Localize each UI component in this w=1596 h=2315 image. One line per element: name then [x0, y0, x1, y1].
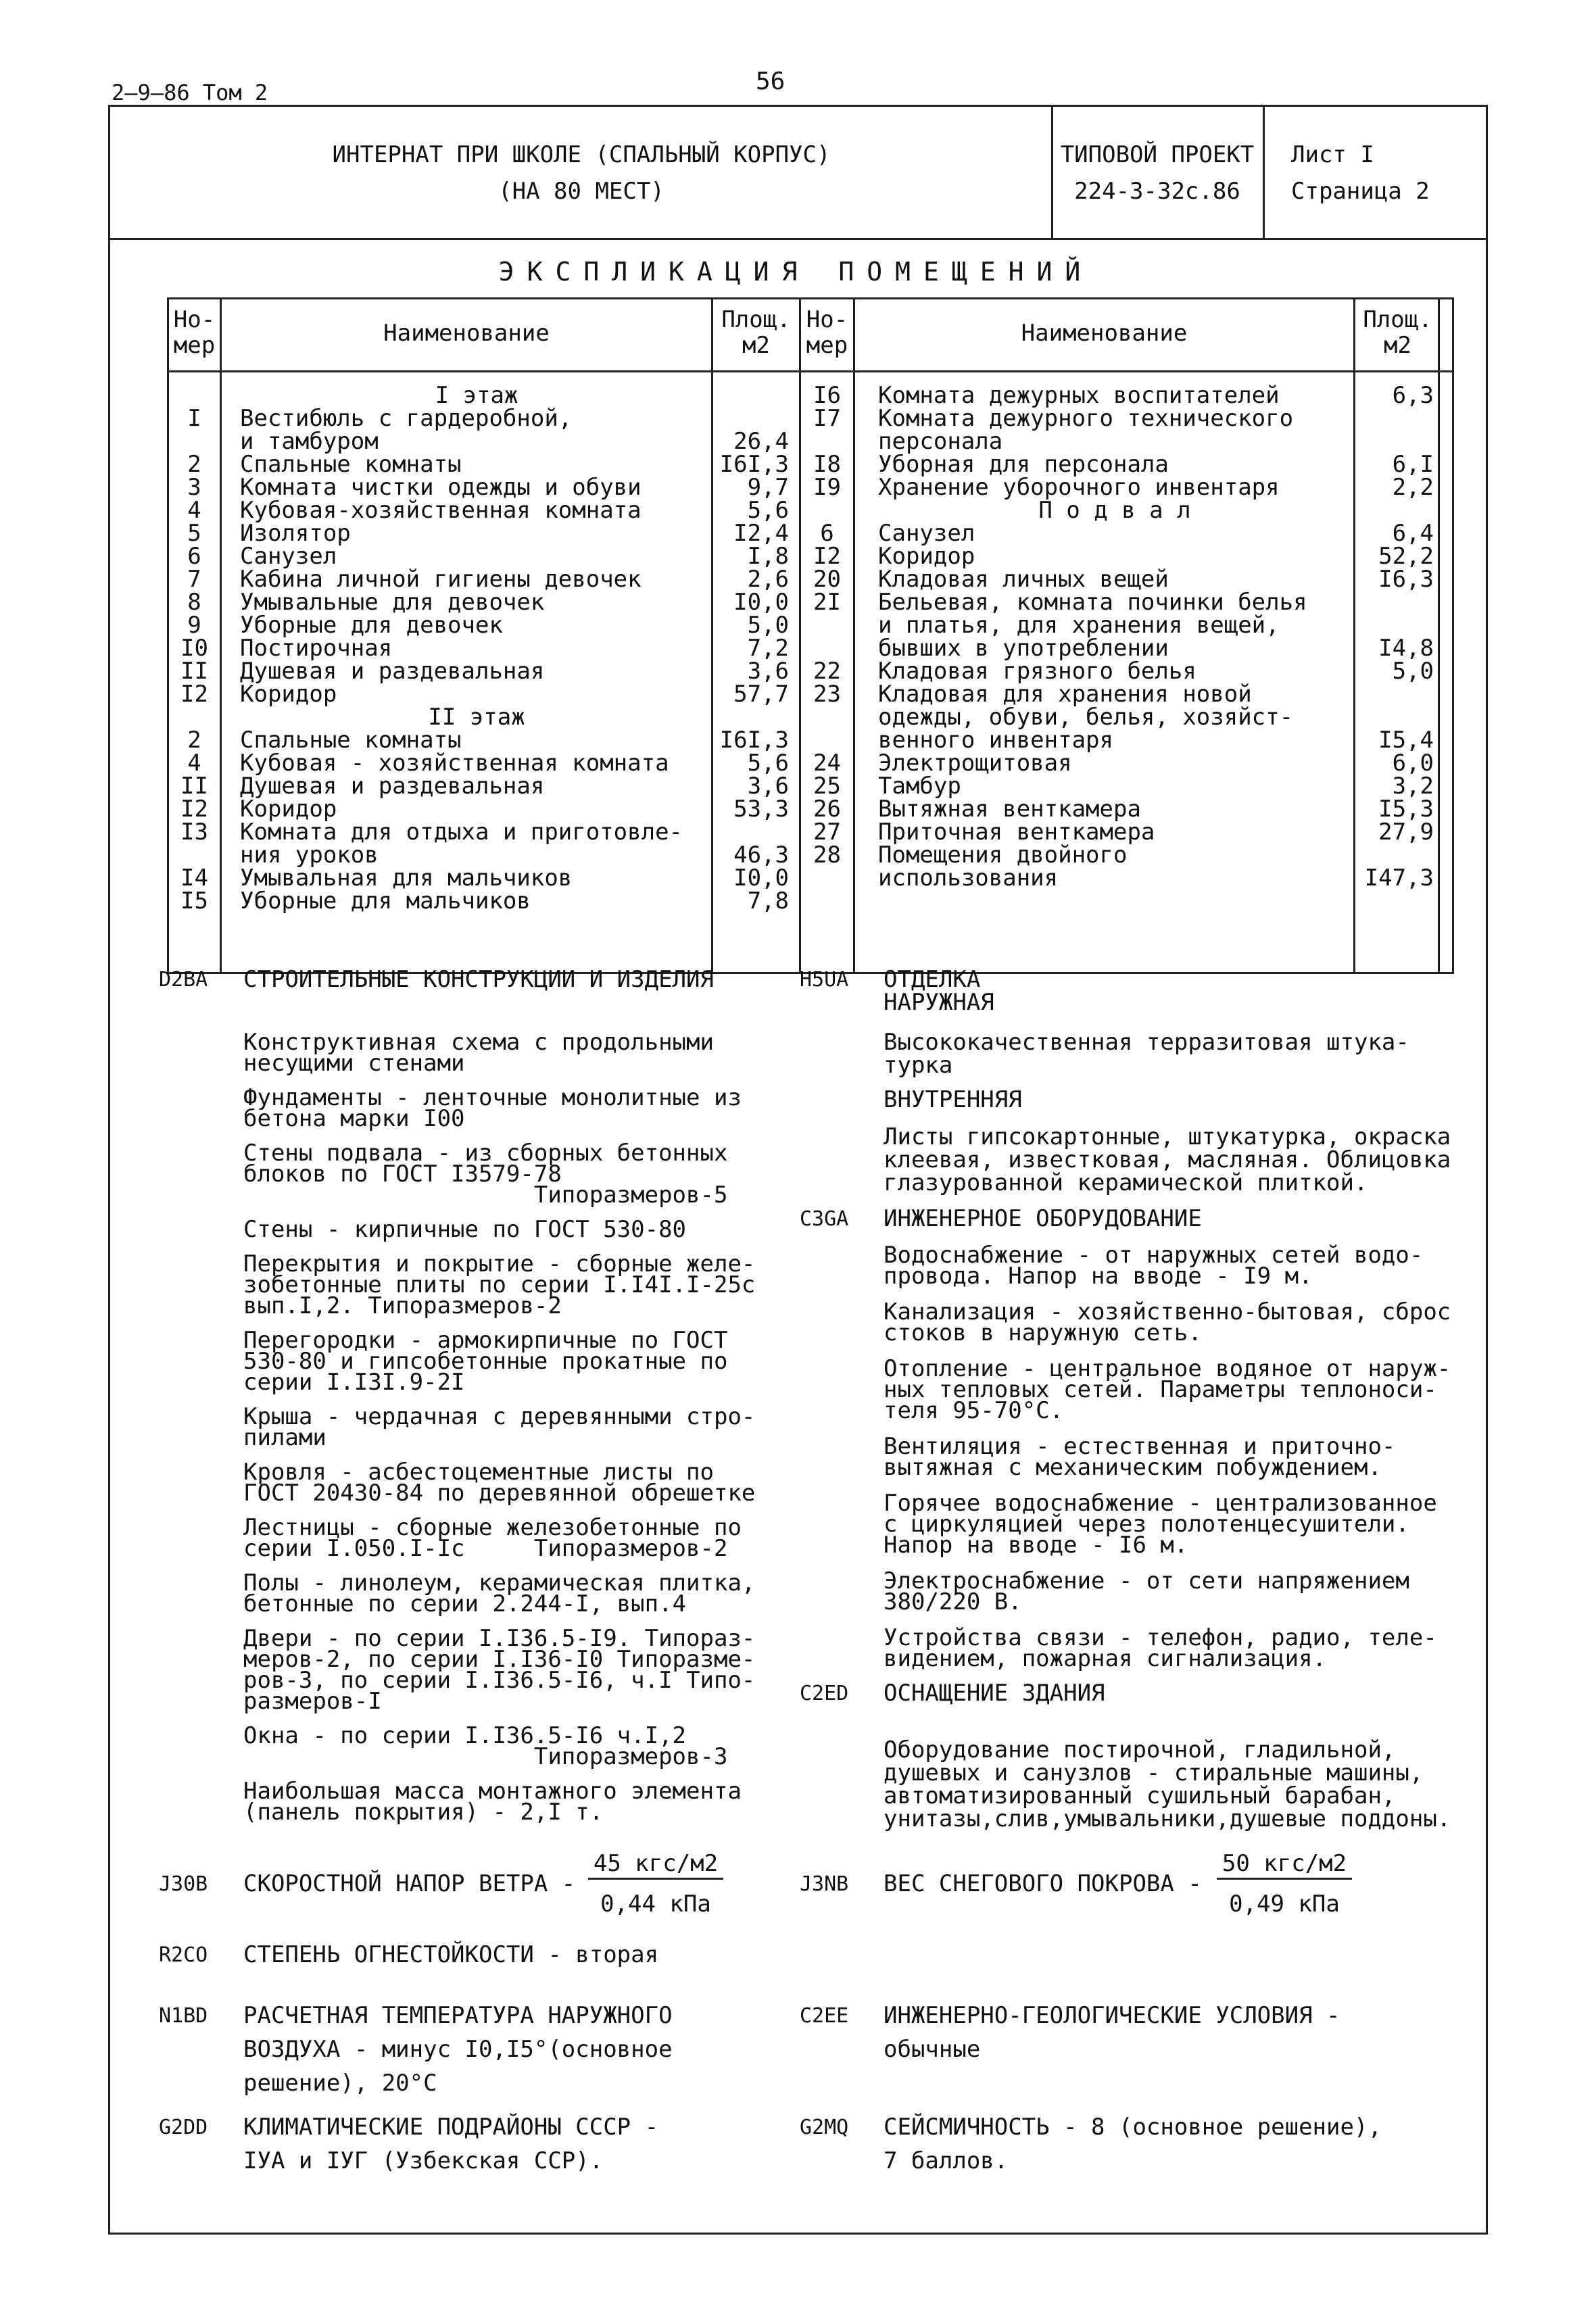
paragraph-line: теля 95-70°С. — [884, 1397, 1064, 1424]
design-temperature-line: ВОЗДУХА - минус I0,I5°(основное — [243, 2036, 673, 2063]
sheet-number: Лист I — [1291, 141, 1374, 168]
paragraph-line: пилами — [243, 1424, 327, 1451]
room-area: 26,4 — [733, 428, 789, 455]
room-number: 6 — [187, 543, 201, 570]
room-area: I5,3 — [1378, 796, 1434, 823]
paragraph-line: Окна - по серии I.I36.5-I6 ч.I,2 — [243, 1722, 687, 1749]
header-name: Наименование — [383, 320, 550, 347]
document-reference: 2–9–86 Том 2 — [112, 80, 268, 105]
paragraph-line: Перекрытия и покрытие - сборные желе- — [243, 1250, 756, 1277]
room-area: 5,0 — [1392, 658, 1434, 685]
paragraph-line: видением, пожарная сигнализация. — [884, 1645, 1327, 1672]
room-name: персонала — [878, 428, 1003, 455]
paragraph-line: провода. Напор на вводе - I9 м. — [884, 1263, 1313, 1290]
room-number: 4 — [187, 497, 201, 524]
paragraph-line: ных тепловых сетей. Параметры теплоноси- — [884, 1376, 1437, 1403]
room-area: I47,3 — [1364, 864, 1434, 892]
room-name: Хранение уборочного инвентаря — [878, 474, 1280, 501]
paragraph-line: 380/220 В. — [884, 1588, 1022, 1615]
room-area: 2,6 — [747, 566, 789, 593]
inner-finishing-line: Листы гипсокартонные, штукатурка, окраска — [884, 1123, 1451, 1150]
seismicity-line: СЕЙСМИЧНОСТЬ - 8 (основное решение), — [884, 2114, 1382, 2141]
snow-load-kgs: 50 кгс/м2 — [1217, 1852, 1352, 1880]
paragraph-line: Полы - линолеум, керамическая плитка, — [243, 1569, 756, 1597]
paragraph-line: Напор на вводе - I6 м. — [884, 1532, 1188, 1559]
room-number: II — [180, 773, 208, 800]
room-number: I5 — [180, 887, 208, 915]
title-block-separator — [1051, 105, 1053, 239]
room-number: 2 — [187, 451, 201, 478]
room-name: Постирочная — [240, 635, 393, 662]
section-heading-finishing: ОТДЕЛКА — [884, 966, 981, 993]
room-number: 23 — [813, 681, 841, 708]
paragraph-line: блоков по ГОСТ I3579-78 — [243, 1161, 562, 1188]
room-name: одежды, обуви, белья, хозяйст- — [878, 704, 1294, 731]
paragraph-line: Кровля - асбестоцементные листы по — [243, 1459, 714, 1486]
room-number: I0 — [180, 635, 208, 662]
room-name: Вытяжная венткамера — [878, 796, 1141, 823]
room-area: 52,2 — [1378, 543, 1434, 570]
header-area: Площ. м2 — [721, 306, 791, 359]
room-area: I,8 — [747, 543, 789, 570]
seismicity-line: 7 баллов. — [884, 2147, 1009, 2174]
room-number: I9 — [813, 474, 841, 501]
room-number: I2 — [813, 543, 841, 570]
classifier-code: N1BD — [159, 2004, 208, 2028]
equipment-line: душевых и санузлов - стиральные машины, — [884, 1759, 1424, 1786]
room-number: 2I — [813, 589, 841, 616]
design-temperature-line: РАСЧЕТНАЯ ТЕМПЕРАТУРА НАРУЖНОГО — [243, 2002, 673, 2029]
room-name: Приточная венткамера — [878, 819, 1155, 846]
paragraph-line: Типоразмеров-3 — [243, 1743, 728, 1770]
title-block-divider — [108, 238, 1486, 240]
outer-finishing-line: турка — [884, 1052, 953, 1079]
classifier-code: R2CO — [159, 1943, 208, 1967]
room-name: Спальные комнаты — [240, 727, 462, 754]
explication-heading: ЭКСПЛИКАЦИЯ ПОМЕЩЕНИЙ — [498, 257, 1094, 287]
room-name: использования — [878, 864, 1059, 892]
room-area: 3,6 — [747, 658, 789, 685]
header-num: Но- мер — [173, 306, 216, 359]
room-number: II — [180, 658, 208, 685]
room-area: I4,8 — [1378, 635, 1434, 662]
paragraph-line: Лестницы - сборные железобетонные по — [243, 1514, 742, 1541]
room-name: Помещения двойного — [878, 842, 1128, 869]
room-number: I3 — [180, 819, 208, 846]
header-name: Наименование — [1021, 320, 1188, 347]
room-number: 28 — [813, 842, 841, 869]
room-name: Санузел — [878, 520, 975, 547]
room-area: 5,0 — [747, 612, 789, 639]
room-area: I2,4 — [733, 520, 789, 547]
paragraph-line: бетонные по серии 2.244-I, вып.4 — [243, 1590, 687, 1617]
room-number: 26 — [813, 796, 841, 823]
room-name: венного инвентаря — [878, 727, 1113, 754]
snow-load-kpa: 0,49 кПа — [1229, 1891, 1340, 1918]
room-name: Тамбур — [878, 773, 961, 800]
column-divider — [220, 297, 222, 972]
classifier-code: J3NB — [800, 1872, 849, 1896]
paragraph-line: стоков в наружную сеть. — [884, 1319, 1202, 1346]
paragraph-line: Электроснабжение - от сети напряжением — [884, 1567, 1409, 1594]
room-name: и тамбуром — [240, 428, 379, 455]
paragraph-line: Водоснабжение - от наружных сетей водо- — [884, 1242, 1424, 1269]
room-number: 6 — [820, 520, 834, 547]
room-area: 5,6 — [747, 497, 789, 524]
floor-heading: I этаж — [435, 382, 518, 409]
paragraph-line: бетона марки I00 — [243, 1105, 465, 1132]
header-num: Но- мер — [806, 306, 848, 359]
paragraph-line: Перегородки - армокирпичные по ГОСТ — [243, 1327, 728, 1354]
room-number: 3 — [187, 474, 201, 501]
section-subheading-outer: НАРУЖНАЯ — [884, 989, 994, 1016]
room-number: 5 — [187, 520, 201, 547]
room-area: 3,6 — [747, 773, 789, 800]
room-number: I2 — [180, 796, 208, 823]
wind-pressure-kpa: 0,44 кПа — [600, 1891, 711, 1918]
room-area: I5,4 — [1378, 727, 1434, 754]
paragraph-line: несущими стенами — [243, 1050, 465, 1077]
room-name: Уборные для мальчиков — [240, 887, 531, 915]
room-name: Комната для отдыха и приготовле- — [240, 819, 683, 846]
page-number: 56 — [756, 68, 785, 95]
paragraph-line: Стены - кирпичные по ГОСТ 530-80 — [243, 1216, 687, 1243]
room-name: Бельевая, комната починки белья — [878, 589, 1307, 616]
paragraph-line: Канализация - хозяйственно-бытовая, сброс — [884, 1298, 1451, 1325]
inner-finishing-line: клеевая, известковая, масляная. Облицовка — [884, 1146, 1451, 1173]
wind-pressure-kgs: 45 кгс/м2 — [588, 1852, 723, 1880]
room-number: I8 — [813, 451, 841, 478]
room-number: I6 — [813, 382, 841, 409]
room-name: Умывальная для мальчиков — [240, 864, 573, 892]
room-name: Санузел — [240, 543, 337, 570]
section-subheading-inner: ВНУТРЕННЯЯ — [884, 1086, 1022, 1113]
room-number: I7 — [813, 405, 841, 432]
outer-finishing-line: Высококачественная терразитовая штука- — [884, 1029, 1409, 1056]
room-number: 24 — [813, 750, 841, 777]
classifier-code: H5UA — [800, 968, 849, 992]
classifier-code: D2BA — [159, 968, 208, 992]
room-name: Комната дежурных воспитателей — [878, 382, 1280, 409]
paragraph-line: меров-2, по серии I.I36-I0 Типоразме- — [243, 1646, 756, 1673]
paragraph-line: серии I.050.I-Iс Типоразмеров-2 — [243, 1535, 728, 1562]
paragraph-line: Устройства связи - телефон, радио, теле- — [884, 1624, 1437, 1651]
room-number: 8 — [187, 589, 201, 616]
room-area: I0,0 — [733, 589, 789, 616]
fire-resistance: СТЕПЕНЬ ОГНЕСТОЙКОСТИ - вторая — [243, 1941, 659, 1968]
room-area: 6,0 — [1392, 750, 1434, 777]
room-name: Изолятор — [240, 520, 351, 547]
title-line-1: ИНТЕРНАТ ПРИ ШКОЛЕ (СПАЛЬНЫЙ КОРПУС) — [332, 141, 831, 168]
section-heading-equipment: ОСНАЩЕНИЕ ЗДАНИЯ — [884, 1680, 1105, 1707]
paragraph-line: Фундаменты - ленточные монолитные из — [243, 1084, 742, 1111]
inner-finishing-line: глазурованной керамической плиткой. — [884, 1169, 1368, 1196]
room-number: I — [187, 405, 201, 432]
room-area: 27,9 — [1378, 819, 1434, 846]
room-number: 2 — [187, 727, 201, 754]
paragraph-line: Отопление - центральное водяное от наруж- — [884, 1355, 1451, 1382]
sheet-page: Страница 2 — [1291, 178, 1430, 205]
paragraph-line: Наибольшая масса монтажного элемента — [243, 1778, 742, 1805]
section-heading-engineering: ИНЖЕНЕРНОЕ ОБОРУДОВАНИЕ — [884, 1205, 1202, 1232]
room-area: 7,8 — [747, 887, 789, 915]
room-area: 6,I — [1392, 451, 1434, 478]
classifier-code: J30B — [159, 1872, 208, 1896]
header-area: Площ. м2 — [1363, 306, 1432, 359]
paragraph-line: 530-80 и гипсобетонные прокатные по — [243, 1348, 728, 1375]
paragraph-line: ров-3, по серии I.I36.5-I6, ч.I Типо- — [243, 1667, 756, 1694]
room-area: I6,3 — [1378, 566, 1434, 593]
equipment-line: автоматизированный сушильный барабан, — [884, 1782, 1396, 1809]
geological-conditions-line: обычные — [884, 2036, 981, 2063]
room-name: Коридор — [878, 543, 975, 570]
room-area: 5,6 — [747, 750, 789, 777]
room-name: Кладовая грязного белья — [878, 658, 1196, 685]
room-area: I6I,3 — [719, 727, 789, 754]
room-number: I4 — [180, 864, 208, 892]
column-divider — [1438, 297, 1440, 972]
room-number: 20 — [813, 566, 841, 593]
room-name: Душевая и раздевальная — [240, 658, 545, 685]
room-name: Умывальные для девочек — [240, 589, 545, 616]
paragraph-line: зобетонные плиты по серии I.I4I.I-25с — [243, 1271, 756, 1298]
paragraph-line: вып.I,2. Типоразмеров-2 — [243, 1292, 562, 1319]
paragraph-line: Стены подвала - из сборных бетонных — [243, 1140, 728, 1167]
paragraph-line: серии I.I3I.9-2I — [243, 1369, 465, 1396]
climate-subregion-line: КЛИМАТИЧЕСКИЕ ПОДРАЙОНЫ СССР - — [243, 2114, 659, 2141]
room-name: Уборные для девочек — [240, 612, 503, 639]
room-area: 7,2 — [747, 635, 789, 662]
title-block-separator — [1263, 105, 1265, 239]
room-number: 27 — [813, 819, 841, 846]
room-name: бывших в употреблении — [878, 635, 1169, 662]
paragraph-line: Типоразмеров-5 — [243, 1181, 728, 1209]
room-area: 9,7 — [747, 474, 789, 501]
title-line-2: (НА 80 МЕСТ) — [498, 178, 664, 205]
room-name: Коридор — [240, 681, 337, 708]
classifier-code: C2ED — [800, 1682, 849, 1705]
room-number: 4 — [187, 750, 201, 777]
geological-conditions-line: ИНЖЕНЕРНО-ГЕОЛОГИЧЕСКИЕ УСЛОВИЯ - — [884, 2002, 1340, 2029]
room-area: I0,0 — [733, 864, 789, 892]
room-name: Кубовая-хозяйственная комната — [240, 497, 642, 524]
room-name: Спальные комнаты — [240, 451, 462, 478]
room-name: Кладовая для хранения новой — [878, 681, 1252, 708]
room-number: 9 — [187, 612, 201, 639]
paragraph-line: Горячее водоснабжение - централизованное — [884, 1490, 1437, 1517]
floor-heading: П о д в а л — [1038, 497, 1191, 524]
room-number: 7 — [187, 566, 201, 593]
floor-heading: II этаж — [428, 704, 525, 731]
room-name: Коридор — [240, 796, 337, 823]
paragraph-line: вытяжная с механическим побуждением. — [884, 1454, 1382, 1481]
paragraph-line: размеров-I — [243, 1688, 382, 1715]
room-name: Электрощитовая — [878, 750, 1072, 777]
classifier-code: C2EE — [800, 2004, 849, 2028]
snow-load-label: ВЕС СНЕГОВОГО ПОКРОВА - — [884, 1870, 1202, 1897]
room-name: Уборная для персонала — [878, 451, 1169, 478]
room-name: Кладовая личных вещей — [878, 566, 1169, 593]
room-area: 57,7 — [733, 681, 789, 708]
room-number: I2 — [180, 681, 208, 708]
room-name: Душевая и раздевальная — [240, 773, 545, 800]
room-name: и платья, для хранения вещей, — [878, 612, 1280, 639]
classifier-code: C3GA — [800, 1207, 849, 1231]
paragraph-line: с циркуляцией через полотенцесушители. — [884, 1511, 1409, 1538]
room-name: ния уроков — [240, 842, 379, 869]
equipment-line: Оборудование постирочной, гладильной, — [884, 1736, 1396, 1763]
paragraph-line: Вентиляция - естественная и приточно- — [884, 1433, 1396, 1460]
room-area: 6,3 — [1392, 382, 1434, 409]
room-area: 6,4 — [1392, 520, 1434, 547]
paragraph-line: (панель покрытия) - 2,I т. — [243, 1799, 604, 1826]
paragraph-line: Двери - по серии I.I36.5-I9. Типораз- — [243, 1625, 756, 1652]
room-area: 3,2 — [1392, 773, 1434, 800]
paragraph-line: Конструктивная схема с продольными — [243, 1029, 714, 1056]
column-divider — [853, 297, 855, 972]
project-number: 224-3-32с.86 — [1074, 178, 1240, 205]
wind-pressure-label: СКОРОСТНОЙ НАПОР ВЕТРА - — [243, 1870, 576, 1897]
explication-table — [167, 297, 1454, 973]
design-temperature-line: решение), 20°С — [243, 2070, 437, 2097]
room-number: 25 — [813, 773, 841, 800]
climate-subregion-line: IУА и IУГ (Узбекская ССР). — [243, 2147, 604, 2174]
room-name: Комната чистки одежды и обуви — [240, 474, 642, 501]
paragraph-line: Крыша - чердачная с деревянными стро- — [243, 1403, 756, 1430]
room-area: I6I,3 — [719, 451, 789, 478]
classifier-code: G2DD — [159, 2116, 208, 2139]
room-name: Кабина личной гигиены девочек — [240, 566, 642, 593]
classifier-code: G2MQ — [800, 2116, 849, 2139]
project-label: ТИПОВОЙ ПРОЕКТ — [1060, 141, 1255, 168]
room-number: 22 — [813, 658, 841, 685]
room-name: Вестибюль с гардеробной, — [240, 405, 573, 432]
section-heading-structures: СТРОИТЕЛЬНЫЕ КОНСТРУКЦИИ И ИЗДЕЛИЯ — [243, 966, 714, 993]
table-header-divider — [167, 370, 1453, 372]
paragraph-line: ГОСТ 20430-84 по деревянной обрешетке — [243, 1480, 756, 1507]
room-name: Кубовая - хозяйственная комната — [240, 750, 669, 777]
room-area: 53,3 — [733, 796, 789, 823]
room-name: Комната дежурного технического — [878, 405, 1294, 432]
equipment-line: унитазы,слив,умывальники,душевые поддоны. — [884, 1805, 1451, 1832]
room-area: 2,2 — [1392, 474, 1434, 501]
room-area: 46,3 — [733, 842, 789, 869]
